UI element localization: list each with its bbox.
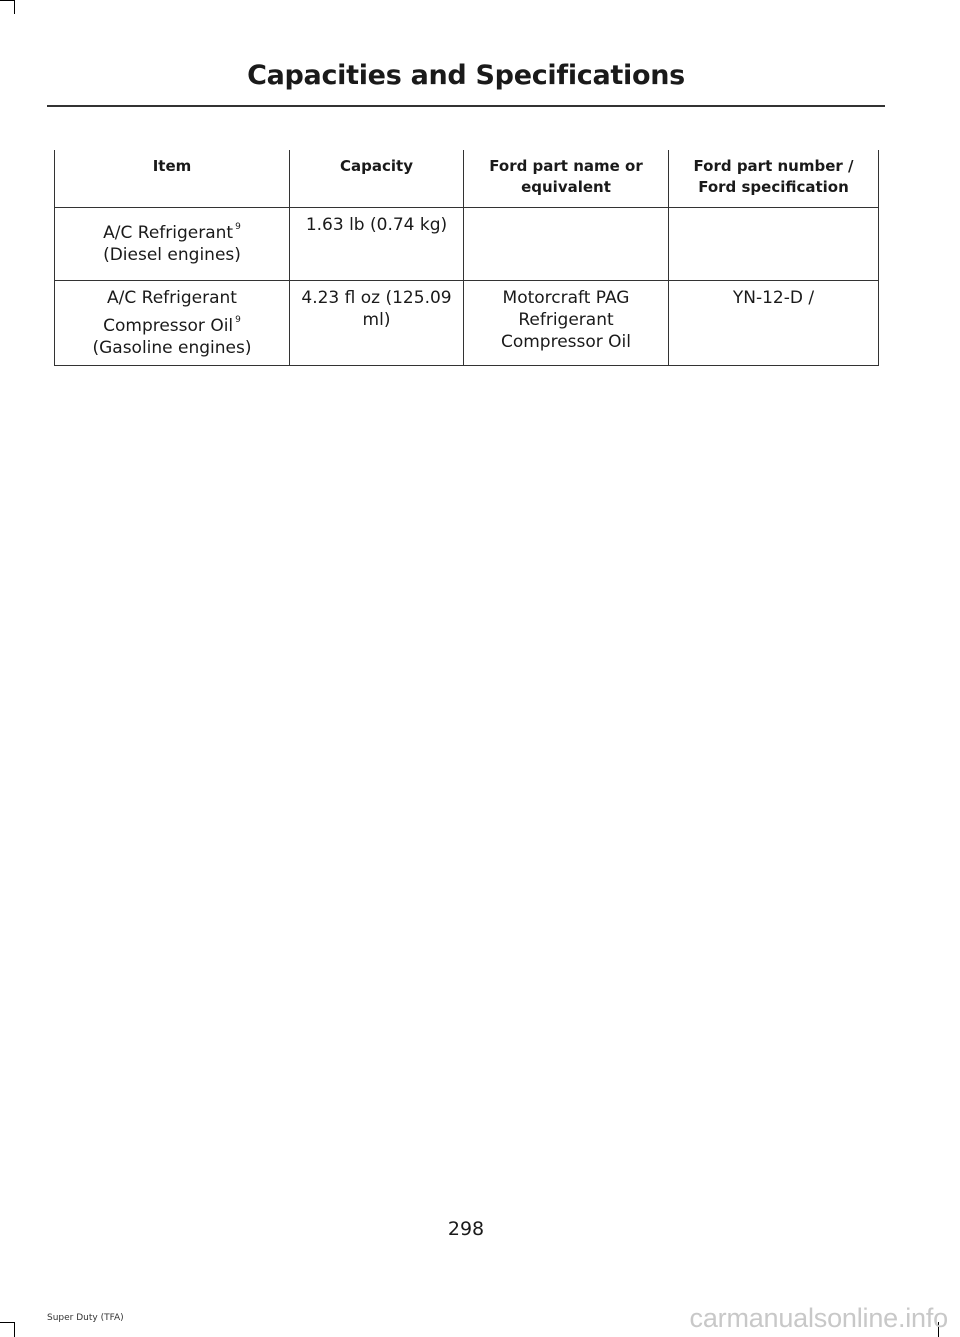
crop-mark [14,1322,15,1337]
column-header-part-number [669,150,879,208]
part-name-line: Motorcraft PAG [502,288,630,308]
crop-mark [14,0,15,14]
capacity-cell [290,281,464,366]
footnote-ref: 9 [235,315,241,325]
page-number: 298 [447,1218,485,1240]
part-name-line: Refrigerant [518,310,614,330]
column-header-capacity: Capacity [290,150,464,208]
footnote-ref: 9 [235,222,241,232]
header-line: Ford part number / [693,157,854,175]
crop-mark [0,0,14,1]
item-line [61,315,283,337]
column-header-item: Item [55,150,290,208]
item-line: (Gasoline engines) [92,338,252,358]
page-title: Capacities and Specifications [247,60,685,91]
part-name-line: Compressor Oil [500,332,632,352]
header-line: Ford part name or [489,157,643,175]
table-row [55,281,879,366]
capacity-line: ml) [362,310,391,330]
part-number-cell [669,208,879,281]
item-text: A/C Refrigerant [103,223,234,243]
capacities-table [54,150,879,366]
capacity-cell: 1.63 lb (0.74 kg) [290,208,464,281]
header-line: Ford specification [698,178,849,196]
item-cell [55,281,290,366]
table-header-row [55,150,879,208]
footer-model: Super Duty (TFA) [47,1313,124,1323]
item-cell [55,208,290,281]
watermark: carmanualsonline.info [689,1303,948,1333]
item-line: A/C Refrigerant [107,288,237,308]
title-divider [47,105,885,107]
part-name-cell [464,281,669,366]
table-row [55,208,879,281]
part-name-cell [464,208,669,281]
capacity-line: 4.23 fl oz (125.09 [301,288,452,308]
item-text: Compressor Oil [103,316,234,336]
crop-mark [0,1322,14,1323]
item-line [61,222,283,244]
column-header-part-name [464,150,669,208]
part-number-cell: YN-12-D / [669,281,879,366]
item-line: (Diesel engines) [103,245,241,265]
header-line: equivalent [521,178,611,196]
